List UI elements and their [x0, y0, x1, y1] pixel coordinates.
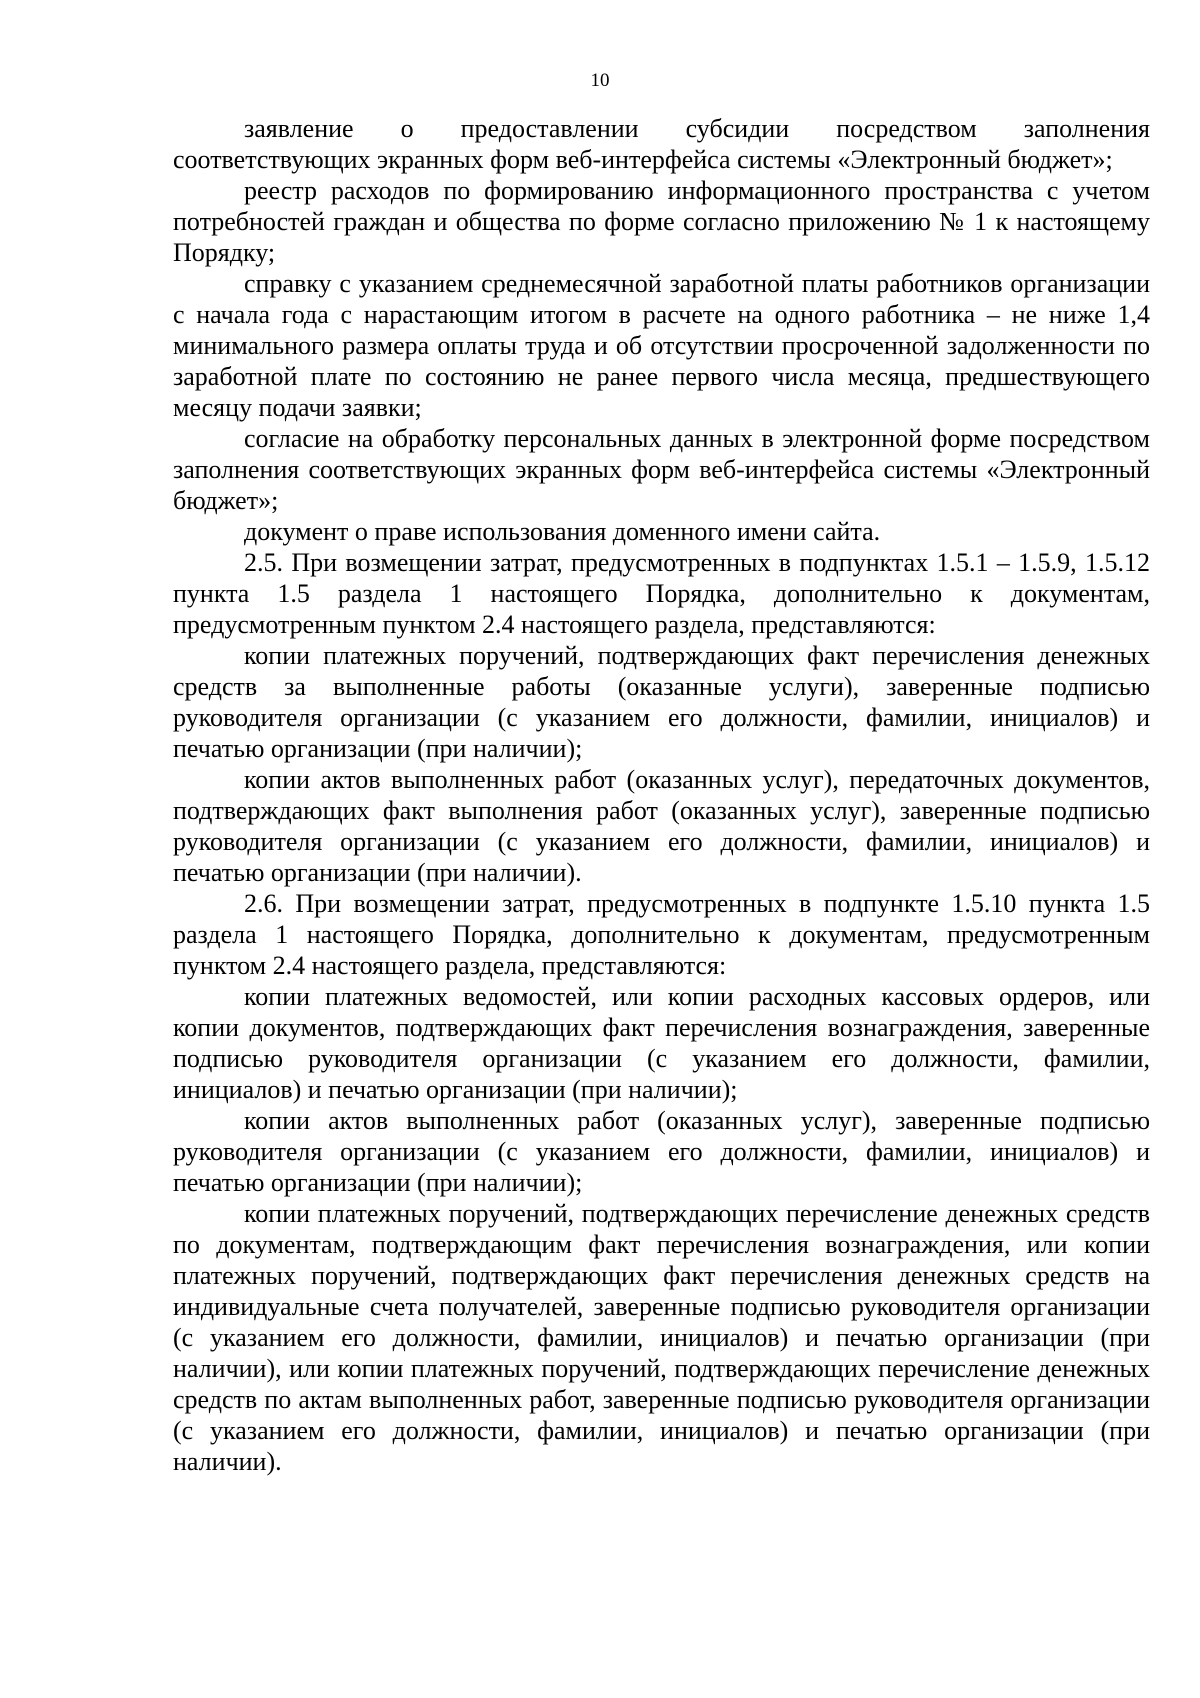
paragraph-personal-data-consent: согласие на обработку персональных данных в электронной форме посредством заполнения соответствующих экранных форм веб-интерфейса системы «Электронный бюджет»; [173, 424, 1150, 515]
paragraph-payment-orders-copies: копии платежных поручений, подтверждающих факт перечисления денежных средств за выполненные работы (оказанные услуги), заверенные подписью руководителя организации (с указанием его должности, фамилии, инициалов) и печатью организации (при наличии); [173, 641, 1150, 763]
paragraph-acts-copies: копии актов выполненных работ (оказанных услуг), заверенные подписью руководителя организации (с указанием его должности, фамилии, инициалов) и печатью организации (при наличии); [173, 1106, 1150, 1197]
page-number: 10 [590, 70, 610, 91]
paragraph-work-acts-copies: копии актов выполненных работ (оказанных услуг), передаточных документов, подтверждающих факт выполнения работ (оказанных услуг), заверенные подписью руководителя организации (с указанием его должности, фамилии, инициалов) и печатью организации (при наличии). [173, 765, 1150, 887]
paragraph-clause-2-6: 2.6. При возмещении затрат, предусмотренных в подпункте 1.5.10 пункта 1.5 раздела 1 настоящего Порядка, дополнительно к документам, предусмотренным пунктом 2.4 настоящего раздела, представляются: [173, 889, 1150, 980]
paragraph-expense-register: реестр расходов по формированию информационного пространства с учетом потребностей граждан и общества по форме согласно приложению № 1 к настоящему Порядку; [173, 176, 1150, 267]
paragraph-application-statement: заявление о предоставлении субсидии посредством заполнения соответствующих экранных форм веб-интерфейса системы «Электронный бюджет»; [173, 114, 1150, 174]
paragraph-salary-certificate: справку с указанием среднемесячной заработной платы работников организации с начала года с нарастающим итогом в расчете на одного работника – не ниже 1,4 минимального размера оплаты труда и об отсутствии просроченной задолженности по заработной плате по состоянию не ранее первого числа месяца, предшествующего месяцу подачи заявки; [173, 269, 1150, 422]
document-body [173, 113, 1150, 1477]
paragraph-clause-2-5: 2.5. При возмещении затрат, предусмотренных в подпунктах 1.5.1 – 1.5.9, 1.5.12 пункта 1.5 раздела 1 настоящего Порядка, дополнительно к документам, предусмотренным пунктом 2.4 настоящего раздела, представляются: [173, 548, 1150, 639]
paragraph-payment-orders-transfer: копии платежных поручений, подтверждающих перечисление денежных средств по документам, подтверждающим факт перечисления вознаграждения, или копии платежных поручений, подтверждающих факт перечисления денежных средств на индивидуальные счета получателей, заверенные подписью руководителя организации (с указанием его должности, фамилии, инициалов) и печатью организации (при наличии), или копии платежных поручений, подтверждающих перечисление денежных средств по актам выполненных работ, заверенные подписью руководителя организации (с указанием его должности, фамилии, инициалов) и печатью организации (при наличии). [173, 1199, 1150, 1476]
paragraph-domain-document: документ о праве использования доменного имени сайта. [244, 517, 881, 546]
paragraph-payroll-copies: копии платежных ведомостей, или копии расходных кассовых ордеров, или копии документов, подтверждающих факт перечисления вознаграждения, заверенные подписью руководителя организации (с указанием его должности, фамилии, инициалов) и печатью организации (при наличии); [173, 982, 1150, 1104]
